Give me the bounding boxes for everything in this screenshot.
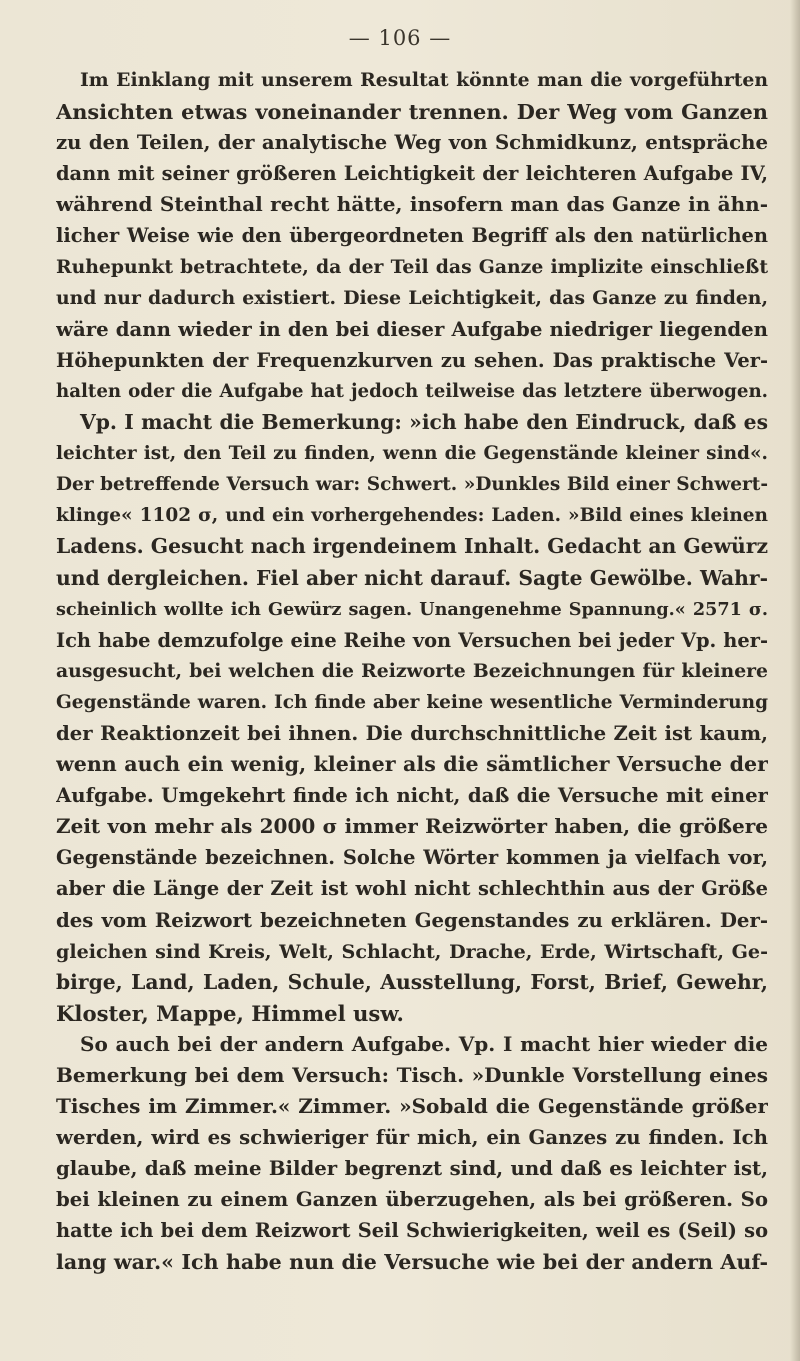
text-line: bei kleinen zu einem Ganzen überzugehen, als bei größeren. So: [56, 1188, 768, 1212]
text-line: zu den Teilen, der analytische Weg von Schmidkunz, entspräche: [56, 131, 768, 155]
page-number: — 106 —: [348, 26, 452, 50]
body-text: [56, 65, 768, 1278]
text-line: dann mit seiner größeren Leichtigkeit der leichteren Aufgabe IV,: [56, 162, 768, 186]
text-line: Höhepunkten der Frequenzkurven zu sehen. Das praktische Ver-: [56, 348, 768, 372]
text-line: scheinlich wollte ich Gewürz sagen. Unangenehme Spannung.« 2571 σ.: [56, 598, 768, 620]
text-line: des vom Reizwort bezeichneten Gegenstandes zu erklären. Der-: [56, 908, 768, 932]
text-line: leichter ist, den Teil zu finden, wenn die Gegenstände kleiner sind«.: [56, 443, 768, 465]
text-line: Der betreffende Versuch war: Schwert. »Dunkles Bild einer Schwert-: [56, 474, 768, 496]
text-line: Ruhepunkt betrachtete, da der Teil das Ganze implizite einschließt: [56, 255, 768, 278]
text-line: Tisches im Zimmer.« Zimmer. »Sobald die Gegenstände größer: [56, 1094, 768, 1119]
text-line: lang war.« Ich habe nun die Versuche wie bei der andern Auf-: [56, 1249, 768, 1274]
text-line: werden, wird es schwieriger für mich, ein Ganzes zu finden. Ich: [56, 1126, 768, 1150]
text-line: hatte ich bei dem Reizwort Seil Schwierigkeiten, weil es (Seil) so: [56, 1219, 768, 1243]
text-line: klinge« 1102 σ, und ein vorhergehendes: Laden. »Bild eines kleinen: [56, 505, 768, 527]
text-line: halten oder die Aufgabe hat jedoch teilweise das letztere überwogen.: [56, 380, 768, 402]
text-line: Vp. I macht die Bemerkung: »ich habe den Eindruck, daß es: [80, 410, 768, 435]
text-line: Gegenstände bezeichnen. Solche Wörter kommen ja vielfach vor,: [56, 846, 768, 870]
text-line: So auch bei der andern Aufgabe. Vp. I macht hier wieder die: [80, 1031, 768, 1056]
text-line: ausgesucht, bei welchen die Reizworte Bezeichnungen für kleinere: [56, 659, 768, 682]
text-line: Ansichten etwas voneinander trennen. Der Weg vom Ganzen: [56, 99, 768, 125]
text-line: licher Weise wie den übergeordneten Begriff als den natürlichen: [56, 224, 768, 248]
text-line: und nur dadurch existiert. Diese Leichtigkeit, das Ganze zu finden,: [56, 286, 768, 309]
text-line: birge, Land, Laden, Schule, Ausstellung, Forst, Brief, Gewehr,: [56, 969, 768, 994]
text-line: wäre dann wieder in den bei dieser Aufgabe niedriger liegenden: [56, 317, 768, 341]
text-line: Kloster, Mappe, Himmel usw.: [56, 1000, 404, 1026]
text-line: Ich habe demzufolge eine Reihe von Versuchen bei jeder Vp. her-: [56, 628, 768, 652]
text-line: Gegenstände waren. Ich finde aber keine wesentliche Verminderung: [56, 691, 768, 713]
text-line: während Steinthal recht hätte, insofern man das Ganze in ähn-: [56, 192, 768, 217]
text-line: Aufgabe. Umgekehrt finde ich nicht, daß die Versuche mit einer: [56, 784, 768, 808]
page-edge-shadow: [790, 0, 800, 1361]
text-line: Zeit von mehr als 2000 σ immer Reizwörter haben, die größere: [56, 814, 768, 839]
text-line: wenn auch ein wenig, kleiner als die sämtlicher Versuche der: [56, 752, 768, 777]
text-line: und dergleichen. Fiel aber nicht darauf. Sagte Gewölbe. Wahr-: [56, 565, 768, 590]
text-line: Im Einklang mit unserem Resultat könnte man die vorgeführten: [80, 69, 768, 91]
text-line: Bemerkung bei dem Versuch: Tisch. »Dunkle Vorstellung eines: [56, 1063, 768, 1087]
text-line: aber die Länge der Zeit ist wohl nicht schlechthin aus der Größe: [56, 877, 768, 901]
text-line: gleichen sind Kreis, Welt, Schlacht, Drache, Erde, Wirtschaft, Ge-: [56, 939, 768, 963]
text-line: Ladens. Gesucht nach irgendeinem Inhalt. Gedacht an Gewürz: [56, 534, 768, 559]
text-line: glaube, daß meine Bilder begrenzt sind, und daß es leichter ist,: [56, 1157, 768, 1181]
text-line: der Reaktionzeit bei ihnen. Die durchschnittliche Zeit ist kaum,: [56, 721, 768, 745]
